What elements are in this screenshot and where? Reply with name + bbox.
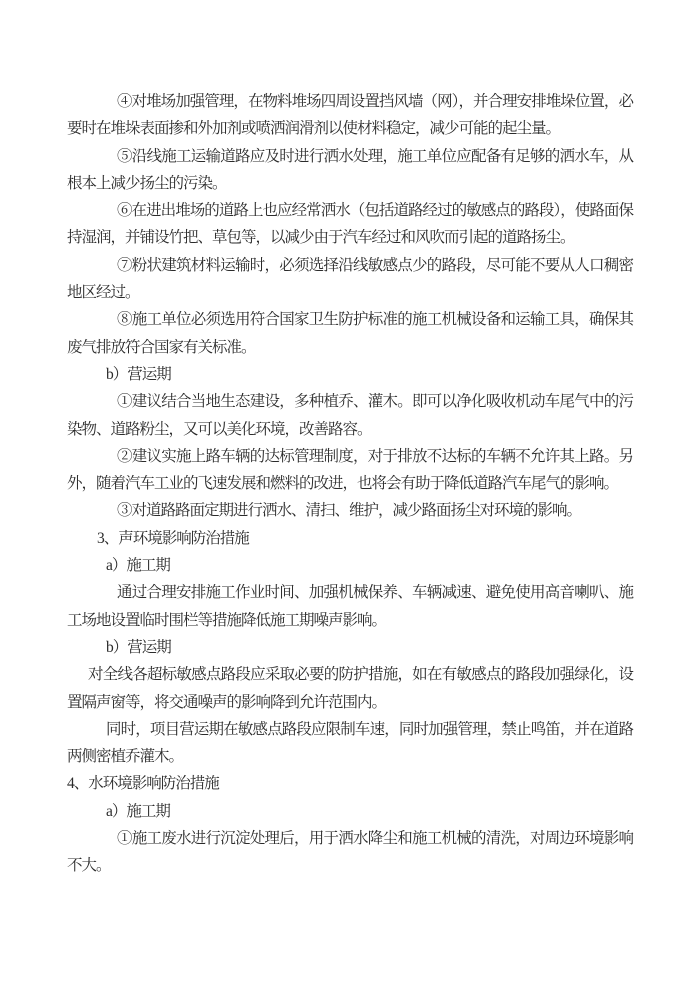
para-road-surface-maintenance: ③对道路路面定期进行洒水、清扫、维护，减少路面扬尘对环境的影响。 [117, 502, 582, 520]
document-body [67, 88, 633, 880]
para-road-water-spraying: ⑤沿线施工运输道路应及时进行洒水处理，施工单位应配备有足够的洒水车，从根本上减少扬尘的污染。 [67, 147, 633, 192]
heading-construction-period-noise: a）施工期 [106, 557, 170, 575]
heading-construction-period-water: a）施工期 [106, 802, 170, 820]
para-wastewater-sedimentation: ①施工废水进行沉淀处理后，用于洒水降尘和施工机械的清洗，对周边环境影响不大。 [67, 830, 633, 875]
para-yard-access-road-watering: ⑥在进出堆场的道路上也应经常洒水（包括道路经过的敏感点的路段），使路面保持湿润，并铺设竹把、草包等，以减少由于汽车经过和风吹而引起的道路扬尘。 [67, 202, 633, 247]
para-planting-trees-shrubs: ①建议结合当地生态建设，多种植乔、灌木。即可以净化吸收机动车尾气中的污染物、道路粉尘，又可以美化环境，改善路容。 [67, 393, 633, 438]
para-construction-noise-measures: 通过合理安排施工作业时间、加强机械保养、车辆减速、避免使用高音喇叭、施工场地设置临时围栏等措施降低施工期噪声影响。 [67, 584, 633, 629]
heading-operation-period-air: b）营运期 [106, 365, 171, 383]
para-powder-material-transport: ⑦粉状建筑材料运输时，必须选择沿线敏感点少的路段，尽可能不要从人口稠密地区经过。 [67, 256, 633, 302]
para-speed-limit-no-horn: 同时，项目营运期在敏感点路段应限制车速，同时加强管理，禁止鸣笛，并在道路两侧密植乔灌木。 [67, 720, 633, 766]
heading-operation-period-noise: b）营运期 [106, 638, 171, 656]
heading-noise-prevention-measures: 3、声环境影响防治措施 [97, 529, 249, 547]
para-equipment-emission-standard: ⑧施工单位必须选用符合国家卫生防护标准的施工机械设备和运输工具，确保其废气排放符合国家有关标准。 [67, 311, 633, 356]
para-vehicle-emission-control: ②建议实施上路车辆的达标管理制度，对于排放不达标的车辆不允许其上路。另外，随着汽车工业的飞速发展和燃料的改进，也将会有助于降低道路汽车尾气的影响。 [67, 447, 633, 493]
para-dust-yard-management: ④对堆场加强管理，在物料堆场四周设置挡风墙（网），并合理安排堆垛位置，必要时在堆垛表面掺和外加剂或喷洒润滑剂以使材料稳定，减少可能的起尘量。 [67, 93, 633, 138]
heading-water-prevention-measures: 4、水环境影响防治措施 [67, 775, 219, 793]
para-sensitive-point-protection: 对全线各超标敏感点路段应采取必要的防护措施，如在有敏感点的路段加强绿化，设置隔声窗等，将交通噪声的影响降到允许范围内。 [67, 666, 633, 711]
